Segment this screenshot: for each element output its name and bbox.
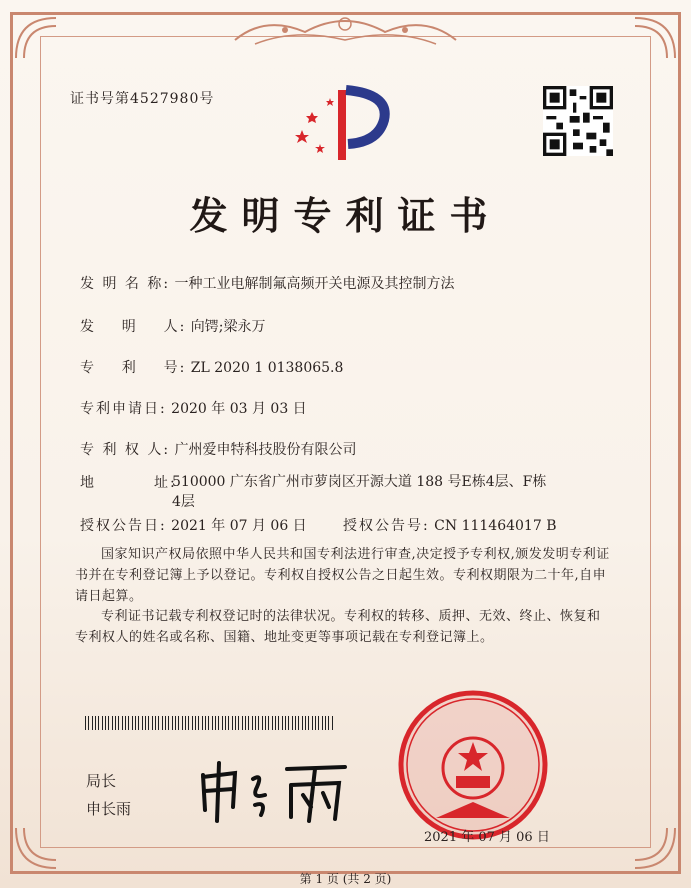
- field-announce-no: [343, 515, 557, 535]
- seal-date: 2021 年 07 月 06 日: [424, 830, 550, 845]
- field-value: 2020 年 03 月 03 日: [171, 401, 307, 417]
- certificate-title: 发明专利证书: [189, 193, 502, 238]
- corner-ornament-tr: [631, 14, 679, 62]
- field-value: CN 111464017 B: [434, 518, 557, 534]
- field-address-label: [80, 472, 177, 492]
- corner-ornament-br: [631, 824, 679, 872]
- field-label: 专 利 号:: [80, 360, 187, 376]
- paragraph-legal: 专利证书记载专利权登记时的法律状况。专利权的转移、质押、无效、终止、恢复和专利权人的姓名或名称、国籍、地址变更等事项记载在专利登记簿上。: [75, 609, 601, 645]
- top-ornament: [225, 10, 466, 52]
- field-address-value: 510000 广东省广州市萝岗区开源大道 188 号E栋4层、F栋4层: [172, 474, 547, 510]
- corner-ornament-tl: [12, 14, 60, 62]
- field-value: 广州爱申特科技股份有限公司: [174, 442, 357, 458]
- field-label: 地 址:: [80, 475, 177, 491]
- field-filing-date: [80, 398, 307, 418]
- corner-ornament-bl: [12, 824, 60, 872]
- field-label: 发 明 人:: [80, 319, 187, 335]
- field-label: 专利申请日:: [80, 401, 167, 417]
- field-label: 授权公告号:: [343, 518, 430, 534]
- field-announce-date: [80, 515, 307, 535]
- field-value: ZL 2020 1 0138065.8: [190, 360, 344, 376]
- field-patent-no: [80, 357, 343, 377]
- field-label: 专 利 权 人:: [80, 442, 171, 458]
- page-number: 第 1 页 (共 2 页): [299, 872, 392, 886]
- barcode-icon: [85, 716, 333, 730]
- signature-mark: [195, 755, 350, 825]
- field-patentee: [80, 439, 357, 459]
- seal-emblem-icon: [398, 690, 548, 840]
- field-label: 授权公告日:: [80, 518, 167, 534]
- field-invention-name: [80, 273, 455, 293]
- paragraph-grant: 国家知识产权局依照中华人民共和国专利法进行审查,决定授予专利权,颁发发明专利证书并在专利登记簿上予以登记。专利权自授权公告之日起生效。专利权期限为二十年,自申请日起算。: [75, 547, 610, 604]
- certificate-number: 证书号第4527980号: [70, 91, 215, 107]
- field-value: 2021 年 07 月 06 日: [171, 518, 307, 534]
- field-value: 向锷;梁永万: [190, 319, 266, 335]
- qr-code-icon: [543, 86, 613, 156]
- field-inventors: [80, 316, 266, 336]
- director-name: 申长雨: [86, 800, 132, 818]
- field-value: 一种工业电解制氟高频开关电源及其控制方法: [174, 276, 455, 292]
- director-title: 局长: [86, 772, 117, 790]
- field-label: 发 明 名 称:: [80, 276, 171, 292]
- patent-logo-icon: [290, 80, 400, 165]
